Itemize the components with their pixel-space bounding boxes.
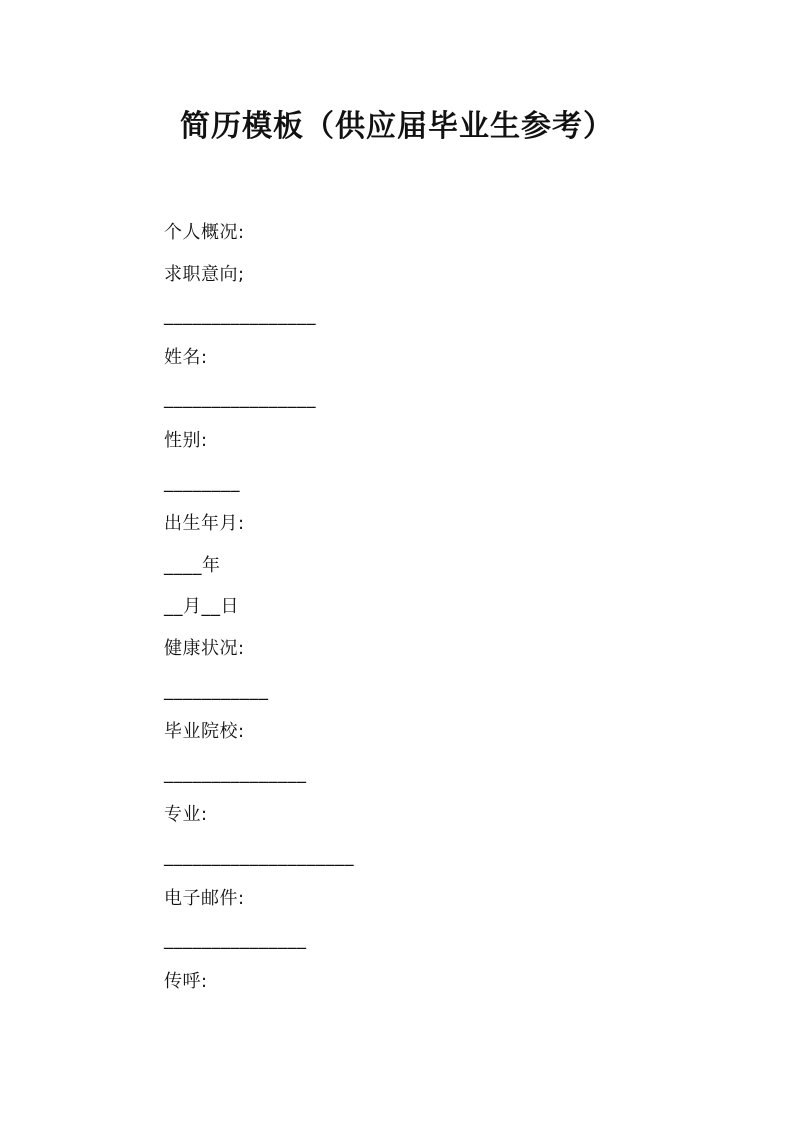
field-label-birth-date: 出生年月: <box>164 513 245 535</box>
field-label-health: 健康状况: <box>164 637 245 659</box>
field-label-pager: 传呼: <box>164 970 208 992</box>
resume-field-list <box>164 212 724 1002</box>
field-label-school: 毕业院校: <box>164 721 245 743</box>
section-label-overview: 个人概况: <box>164 222 245 243</box>
page-title: 简历模板（供应届毕业生参考） <box>180 109 614 144</box>
field-label-job-intention: 求职意向; <box>164 263 245 285</box>
field-label-gender: 性别: <box>164 429 208 451</box>
blank-line-health: ___________ <box>164 679 269 701</box>
blank-line-gender: ________ <box>164 471 240 493</box>
blank-line-major: ____________________ <box>164 845 354 867</box>
blank-line-birth-year: ____年 <box>164 554 221 576</box>
blank-line-school: _______________ <box>164 762 307 784</box>
field-label-email: 电子邮件: <box>164 887 245 909</box>
blank-line-birth-month-day: __月__日 <box>164 596 239 618</box>
field-label-name: 姓名: <box>164 346 208 368</box>
blank-line-name: ________________ <box>164 388 316 410</box>
field-label-major: 专业: <box>164 804 208 826</box>
blank-line-job-intention: ________________ <box>164 305 316 327</box>
blank-line-email: _______________ <box>164 929 307 951</box>
